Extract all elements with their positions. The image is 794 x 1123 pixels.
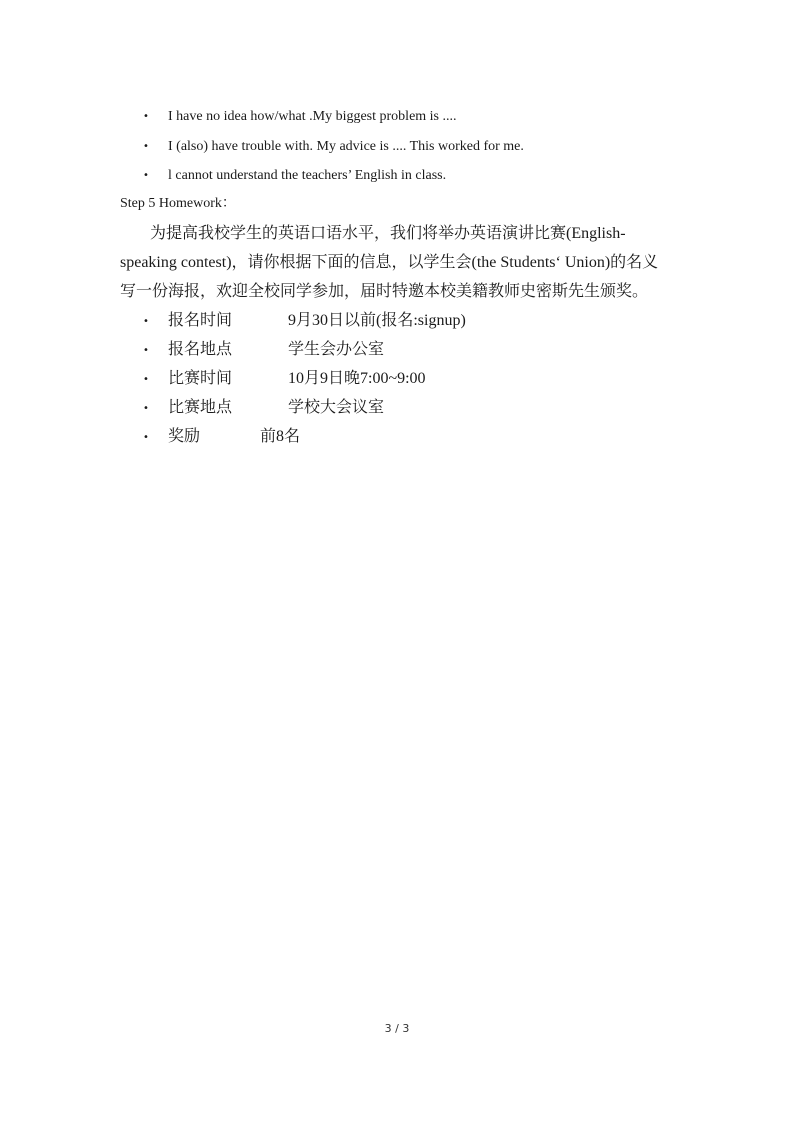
bullet-icon: • bbox=[143, 432, 149, 443]
section-heading: Step 5 Homework： bbox=[120, 196, 236, 211]
list-item bbox=[143, 138, 524, 156]
info-value: 前8名 bbox=[260, 428, 301, 445]
list-item-text: I have no idea how/what .My biggest problem is .... bbox=[168, 109, 457, 124]
info-item bbox=[143, 369, 426, 390]
list-item-text: I (also) have trouble with. My advice is .... This worked for me. bbox=[168, 139, 524, 154]
bullet-icon: • bbox=[143, 316, 149, 327]
info-label: 报名时间 bbox=[168, 312, 233, 329]
bullet-icon: • bbox=[143, 111, 149, 122]
bullet-icon: • bbox=[143, 141, 149, 152]
info-value: 学校大会议室 bbox=[288, 399, 385, 416]
info-label: 比赛时间 bbox=[168, 370, 233, 387]
paragraph-line: speaking contest)，请你根据下面的信息，以学生会(the Students‘ Union)的名义 bbox=[120, 254, 659, 271]
paragraph-line: 为提高我校学生的英语口语水平，我们将举办英语演讲比赛(English- bbox=[150, 225, 626, 242]
bullet-icon: • bbox=[143, 345, 149, 356]
info-item bbox=[143, 311, 466, 332]
info-value: 10月9日晚7:00~9:00 bbox=[288, 370, 426, 387]
bullet-icon: • bbox=[143, 403, 149, 414]
info-label: 报名地点 bbox=[168, 341, 233, 358]
page-number: 3 / 3 bbox=[384, 1022, 410, 1035]
bullet-icon: • bbox=[143, 170, 149, 181]
list-item-text: l cannot understand the teachers’ English in class. bbox=[168, 168, 447, 183]
info-label: 比赛地点 bbox=[168, 399, 233, 416]
bullet-icon: • bbox=[143, 374, 149, 385]
paragraph-line: 写一份海报，欢迎全校同学参加，届时特邀本校美籍教师史密斯先生颁奖。 bbox=[120, 283, 649, 300]
list-item bbox=[143, 108, 457, 126]
info-item bbox=[143, 427, 301, 448]
info-item bbox=[143, 340, 385, 361]
info-label: 奖励 bbox=[168, 428, 201, 445]
list-item bbox=[143, 167, 446, 185]
info-value: 学生会办公室 bbox=[288, 341, 385, 358]
info-value: 9月30日以前(报名:signup) bbox=[288, 312, 466, 329]
info-item bbox=[143, 398, 385, 419]
